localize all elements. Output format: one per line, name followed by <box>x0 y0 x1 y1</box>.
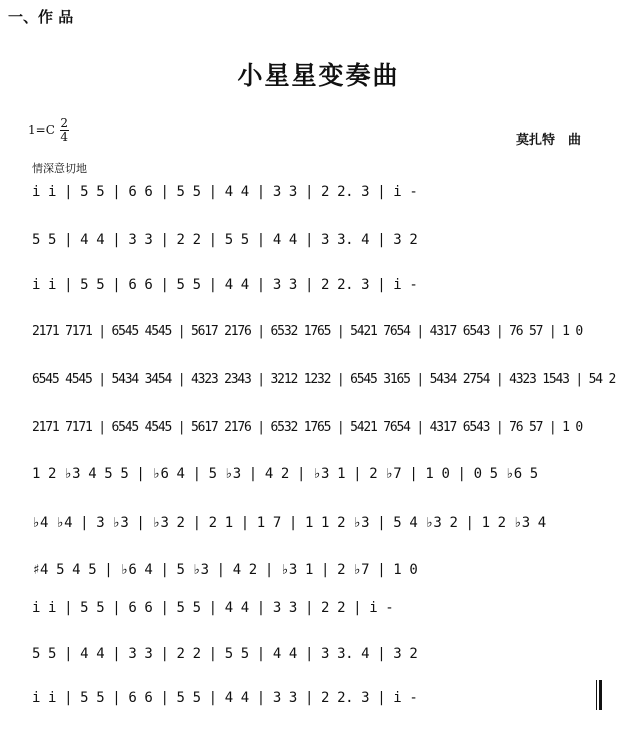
score-line <box>0 232 637 262</box>
key-prefix: 1=C <box>28 123 55 137</box>
score-line-text: 2171 7171 | 6545 4545 | 5617 2176 | 6532 1765 | 5421 7654 | 4317 6543 | 76 57 | 1 0 <box>32 324 583 339</box>
tempo-marking: 情深意切地 <box>32 162 87 175</box>
score-line-text: 1 2 ♭3 4 5 5 | ♭6 4 | 5 ♭3 | 4 2 | ♭3 1 | 2 ♭7 | 1 0 | 0 5 ♭6 5 <box>32 466 538 482</box>
score-line-text: 5 5 | 4 4 | 3 3 | 2 2 | 5 5 | 4 4 | 3 3. 4 | 3 2 <box>32 232 418 248</box>
final-barline <box>596 680 603 710</box>
score-line-text: 2171 7171 | 6545 4545 | 5617 2176 | 6532 1765 | 5421 7654 | 4317 6543 | 76 57 | 1 0 <box>32 420 583 435</box>
score-line <box>0 184 637 214</box>
score-line-text: i i | 5 5 | 6 6 | 5 5 | 4 4 | 3 3 | 2 2. 3 | i - <box>32 690 418 706</box>
score-line <box>0 420 637 450</box>
score-line <box>0 600 637 630</box>
score-line <box>0 466 637 496</box>
score-line-text: i i | 5 5 | 6 6 | 5 5 | 4 4 | 3 3 | 2 2. 3 | i - <box>32 277 418 293</box>
score-line <box>0 277 637 307</box>
score-line <box>0 515 637 545</box>
section-heading: 一、作 品 <box>8 8 74 26</box>
score-line <box>0 562 637 592</box>
time-numerator: 2 <box>60 116 69 130</box>
score-line-text: i i | 5 5 | 6 6 | 5 5 | 4 4 | 3 3 | 2 2. 3 | i - <box>32 184 418 200</box>
time-denominator: 4 <box>60 130 69 144</box>
score-line-text: 5 5 | 4 4 | 3 3 | 2 2 | 5 5 | 4 4 | 3 3. 4 | 3 2 <box>32 646 418 662</box>
score-line <box>0 690 637 720</box>
score-line-text: i i | 5 5 | 6 6 | 5 5 | 4 4 | 3 3 | 2 2 | i - <box>32 600 394 616</box>
score-line-text: ♯4 5 4 5 | ♭6 4 | 5 ♭3 | 4 2 | ♭3 1 | 2 ♭7 | 1 0 <box>32 562 418 578</box>
score-line-text: ♭4 ♭4 | 3 ♭3 | ♭3 2 | 2 1 | 1 7 | 1 1 2 ♭3 | 5 4 ♭3 2 | 1 2 ♭3 4 <box>32 515 546 531</box>
score-line <box>0 646 637 676</box>
score-line <box>0 324 637 354</box>
page-title: 小星星变奏曲 <box>237 61 400 90</box>
score-line-text: 6545 4545 | 5434 3454 | 4323 2343 | 3212 1232 | 6545 3165 | 5434 2754 | 4323 1543 | 54 2 <box>32 372 616 387</box>
score-line <box>0 372 637 402</box>
composer-credit: 莫扎特 曲 <box>516 133 582 148</box>
